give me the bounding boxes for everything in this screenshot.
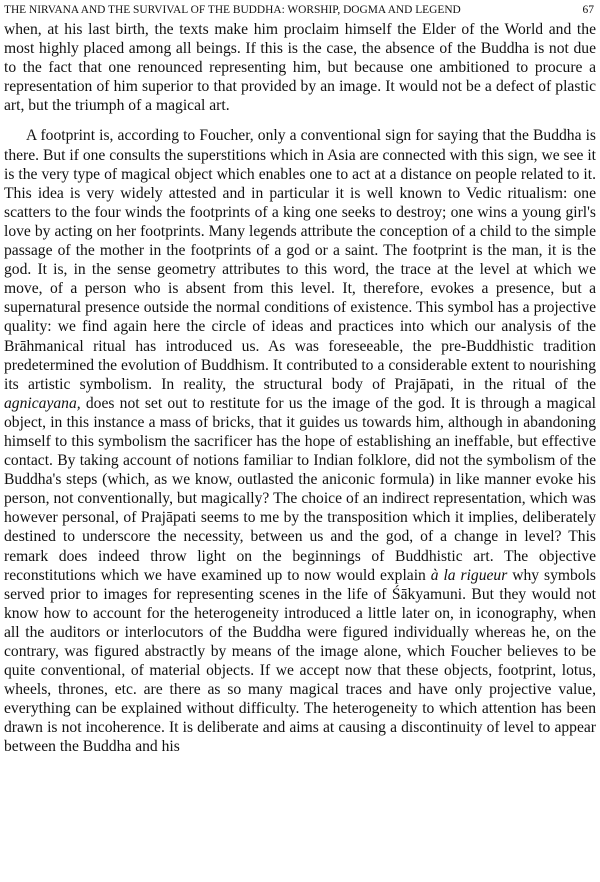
running-title: THE NIRVANA AND THE SURVIVAL OF THE BUDDHA: WORSHIP, DOGMA AND LEGEND [4, 4, 461, 16]
paragraph-1: when, at his last birth, the texts make him proclaim himself the Elder of the World and the most highly placed among all beings. If this is the case, the absence of the Buddha is not due to the fact that one renounced representing him, but because one ambitioned to procure a representation of him superior to that provided by an image. It would not be a defect of plastic art, but the triumph of a magical art. [4, 21, 596, 115]
paragraph-2 [4, 126, 596, 756]
term-agnicayana: agnicayana, [4, 394, 81, 412]
page-number: 67 [582, 4, 594, 16]
paragraph-2-text-b: does not set out to restitute for us the image of the god. It is through a magical object, in this instance a mass of bricks, that it guides us towards him, although in abandoning himself to this symbolism the sacrificer has the hope of establishing an ineffable, but effective contact. By taking account of notions familiar to Indian folklore, did not the symbolism of the Buddha's steps (which, as we know, outlasted the aniconic formula) in like manner evoke his person, not conventionally, but magically? The choice of an indirect representation, which was however personal, of Prajāpati seems to me by the transposition which it implies, deliberately destined to underscore the necessity, between us and the god, of a change in level? This remark does indeed throw light on the beginnings of Buddhistic art. The objective reconstitutions which we have examined up to now would explain [4, 394, 596, 584]
body-text [4, 20, 596, 757]
paragraph-2-text-c: why symbols served prior to images for representing scenes in the life of Śākyamuni. But they would not know how to account for the heterogeneity introduced a little later on, in iconography, when all the auditors or interlocutors of the Buddha were figured individually whereas he, on the contrary, was figured abstractly by means of the image alone, which Foucher believes to be quite conventional, of material objects. If we accept now that these objects, footprint, lotus, wheels, thrones, etc. are there as so many magical traces and have only projective value, everything can be explained without difficulty. The heterogeneity to which attention has been drawn is not incoherence. It is deliberate and aims at causing a discontinuity of level to appear between the Buddha and his [4, 566, 596, 756]
running-header [4, 2, 596, 20]
paragraph-2-text-a: A footprint is, according to Foucher, only a conventional sign for saying that the Buddha is there. But if one consults the superstitions which in Asia are connected with this sign, we see it is the very type of magical object which enables one to act at a distance on people related to it. This idea is very widely attested and in particular it is well known to Vedic ritualism: one scatters to the four winds the footprints of a king one seeks to destroy; one wins a young girl's love by acting on her footprints. Many legends attribute the conception of a child to the simple passage of the mother in the footprints of a god or a saint. The footprint is the man, it is the god. It is, in the sense geometry attributes to this word, the trace at the level at which we move, of a person who is absent from this level. It, therefore, evokes a presence, but a supernatural presence outside the normal conditions of existence. This symbol has a projective quality: we find again here the circle of ideas and practices into which our analysis of the Brāhmanical ritual has introduced us. As was foreseeable, the pre-Buddhistic tradition predetermined the evolution of Buddhism. It contributed to a considerable extent to nourishing its artistic symbolism. In reality, the structural body of Prajāpati, in the ritual of the [4, 127, 597, 393]
phrase-a-la-rigueur: à la rigueur [430, 566, 508, 584]
book-page [4, 2, 596, 880]
